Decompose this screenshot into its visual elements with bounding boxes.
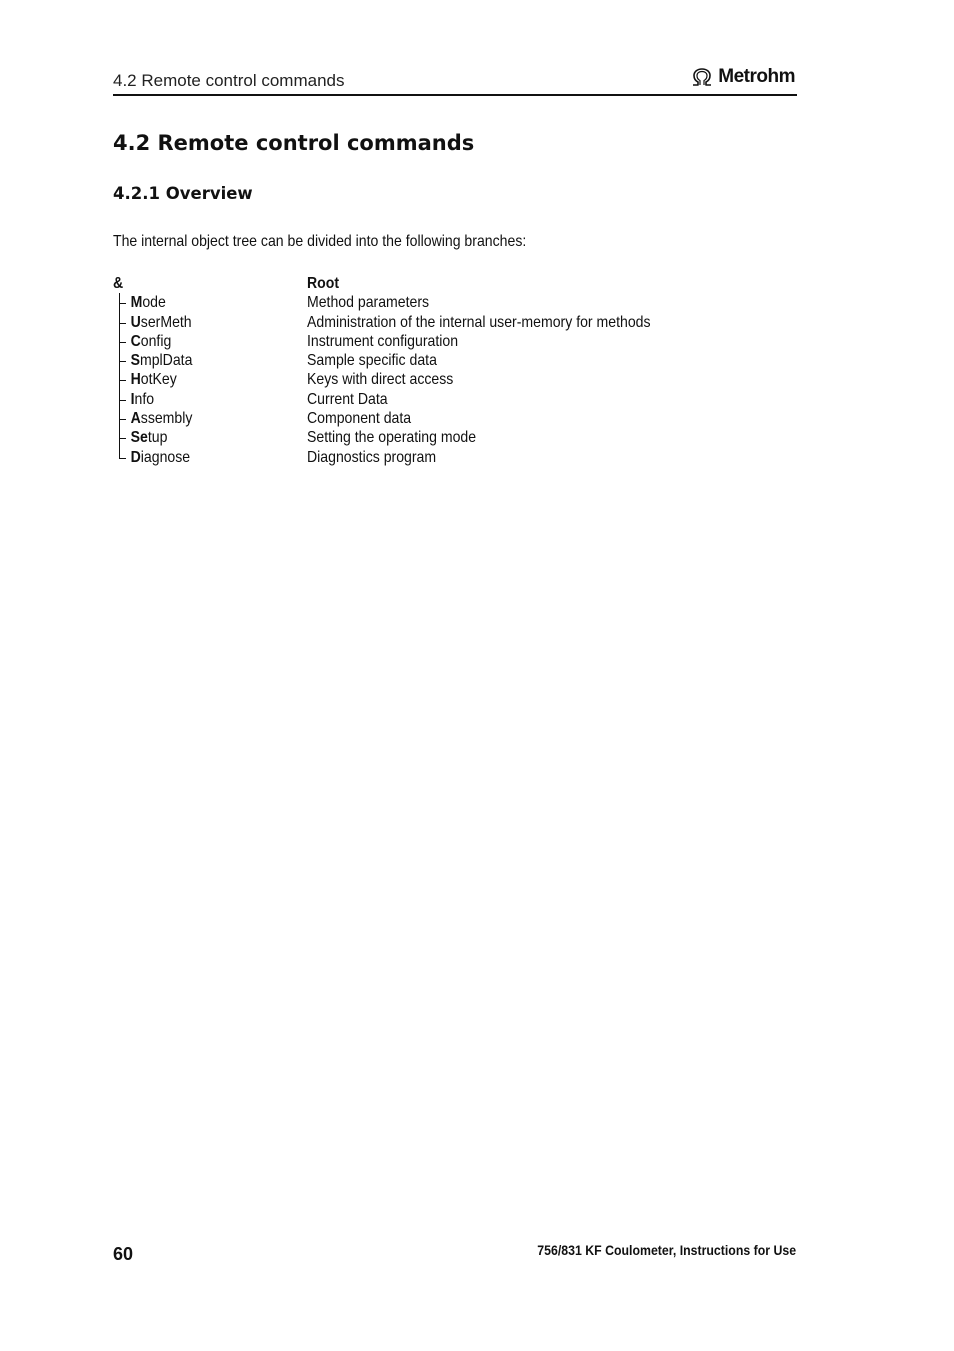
branch-description: Keys with direct access xyxy=(307,371,454,389)
tree-branch-row xyxy=(113,313,753,332)
tree-branch-row xyxy=(113,332,753,351)
branch-name: UserMeth xyxy=(130,313,192,331)
branch-description: Method parameters xyxy=(307,294,430,312)
tree-connector xyxy=(119,448,128,467)
tree-root-label: Root xyxy=(307,275,340,292)
page-header xyxy=(113,66,797,96)
object-tree xyxy=(113,274,753,467)
tree-branch-row xyxy=(113,409,753,428)
branch-name: HotKey xyxy=(130,371,177,389)
tree-branch-row xyxy=(113,293,753,312)
branch-name: Diagnose xyxy=(130,448,191,466)
branch-description: Component data xyxy=(307,410,412,428)
tree-connector xyxy=(119,313,128,332)
tree-connector xyxy=(119,390,128,409)
tree-branch-row xyxy=(113,351,753,370)
tree-connector xyxy=(119,370,128,389)
tree-connector xyxy=(119,293,128,312)
intro-paragraph: The internal object tree can be divided into the following branches: xyxy=(113,233,527,250)
tree-root-symbol: & xyxy=(113,275,124,292)
brand-name: Metrohm xyxy=(718,66,795,87)
brand-logo xyxy=(690,66,795,88)
tree-root-row xyxy=(113,274,753,293)
tree-connector xyxy=(119,428,128,447)
branch-description: Diagnostics program xyxy=(307,448,437,466)
tree-branch-row xyxy=(113,370,753,389)
branch-name: Mode xyxy=(130,294,166,312)
metrohm-omega-logo-icon xyxy=(690,66,714,88)
branch-name: Setup xyxy=(130,429,168,447)
branch-description: Sample specific data xyxy=(307,352,437,370)
branch-description: Setting the operating mode xyxy=(307,429,477,447)
tree-branch-row xyxy=(113,428,753,447)
tree-branch-row xyxy=(113,448,753,467)
branch-name: SmplData xyxy=(130,352,193,370)
tree-branch-row xyxy=(113,390,753,409)
branch-description: Current Data xyxy=(307,390,388,408)
subsection-heading: 4.2.1 Overview xyxy=(113,184,253,203)
branch-description: Administration of the internal user-memory for methods xyxy=(307,313,651,331)
section-heading: 4.2 Remote control commands xyxy=(113,131,475,155)
branch-name: Config xyxy=(130,332,172,350)
tree-connector xyxy=(119,332,128,351)
tree-connector xyxy=(119,409,128,428)
page-number: 60 xyxy=(113,1244,134,1264)
tree-connector xyxy=(119,351,128,370)
branch-name: Info xyxy=(130,390,155,408)
branch-description: Instrument configuration xyxy=(307,332,459,350)
branch-name: Assembly xyxy=(130,410,193,428)
header-section-title: 4.2 Remote control commands xyxy=(113,71,345,90)
document-title: 756/831 KF Coulometer, Instructions for Use xyxy=(537,1242,796,1258)
